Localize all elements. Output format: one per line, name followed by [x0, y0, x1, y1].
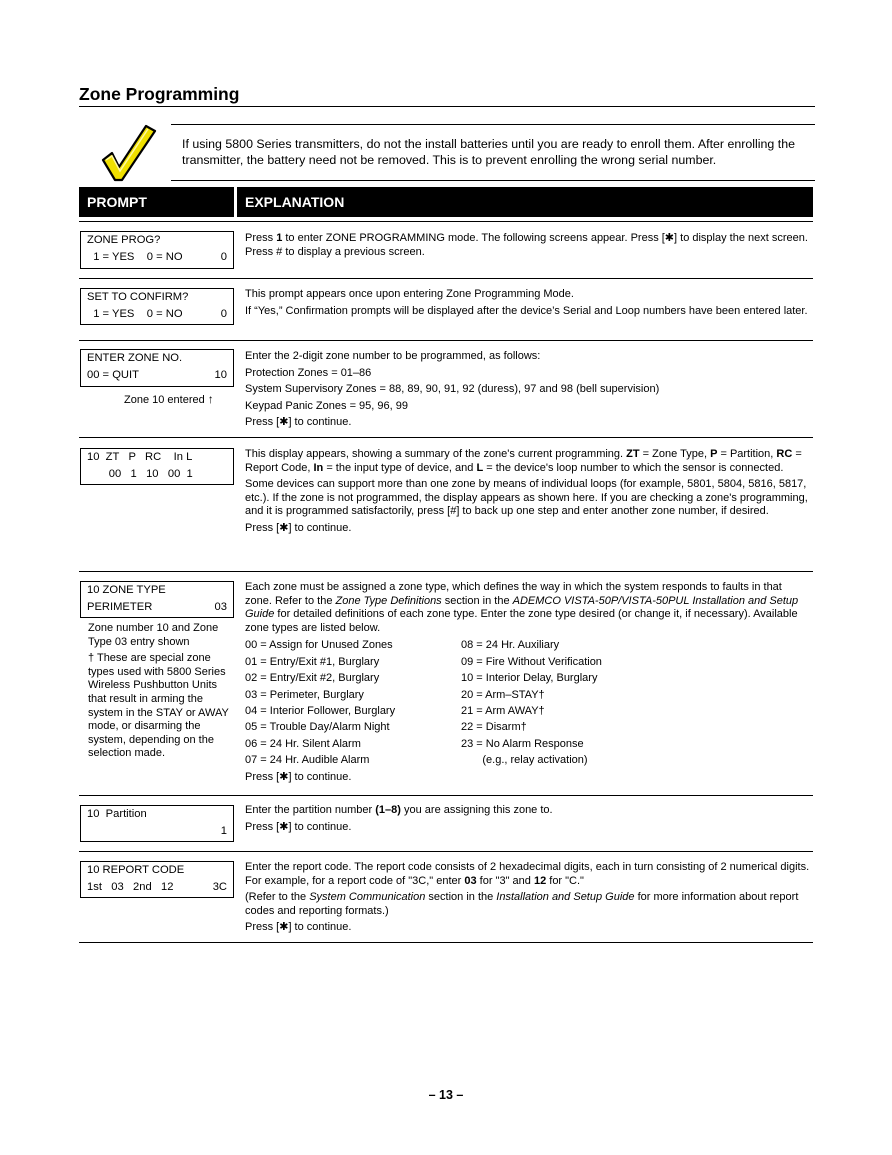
row-separator [79, 851, 813, 852]
list-item: (e.g., relay activation) [461, 754, 588, 767]
list-item: 07 = 24 Hr. Audible Alarm [245, 754, 370, 767]
explanation-report-code: Enter the report code. The report code consists of 2 hexadecimal digits, each in turn consisting of 2 numerical digits. For example, for a report code of "3C," enter 03 for "3" and 12 for "C." (Refer to the System Communication section in the Installation and Setup Guide for more information about report codes and reporting formats.) Press [✱] to continue. [245, 861, 810, 934]
zone-type-caption: Zone number 10 and Zone Type 03 entry shown [88, 622, 219, 648]
zone-entered-caption: Zone 10 entered ↑ [124, 392, 214, 406]
list-item: 03 = Perimeter, Burglary [245, 688, 364, 701]
lcd-line-1: 10 REPORT CODE [87, 864, 185, 876]
list-item: 22 = Disarm† [461, 721, 527, 734]
explanation-zone-prog: Press 1 to enter ZONE PROGRAMMING mode. The following screens appear. Press [✱] to display the next screen. Press # to display a previous screen. [245, 232, 808, 258]
list-item: 09 = Fire Without Verification [461, 655, 602, 668]
lcd-line-2: 1 = YES 0 = NO [87, 251, 183, 263]
prompt-header: PROMPT [79, 187, 234, 217]
checkmark-icon [100, 122, 160, 184]
list-item: 06 = 24 Hr. Silent Alarm [245, 737, 361, 750]
lcd-zone-summary [80, 448, 234, 485]
list-item: 02 = Entry/Exit #2, Burglary [245, 672, 380, 685]
lcd-line-2: PERIMETER [87, 601, 153, 613]
lcd-line-1: 10 ZONE TYPE [87, 584, 166, 596]
lcd-enter-zone-no [80, 349, 234, 387]
lcd-value: 0 [220, 308, 227, 320]
explanation-header: EXPLANATION [237, 187, 813, 217]
list-item: 00 = Assign for Unused Zones [245, 639, 393, 652]
lcd-value: 3C [212, 881, 227, 893]
lcd-zone-type [80, 581, 234, 618]
note-top-rule [171, 124, 815, 125]
row-separator [79, 278, 813, 279]
zone-type-list [245, 637, 811, 768]
lcd-report-code [80, 861, 234, 898]
lcd-zone-prog [80, 231, 234, 269]
lcd-line-2: 1st 03 2nd 12 [87, 881, 174, 893]
special-zone-footnote: † These are special zone types used with 5800 Series Wireless Pushbutton Units that result in arming the system in the STAY or AWAY mode, or disarming the system, depending on the selection made. [88, 652, 229, 760]
list-item: 23 = No Alarm Response [461, 737, 584, 750]
lcd-set-to-confirm [80, 288, 234, 325]
lcd-line-1: ZONE PROG? [87, 234, 161, 246]
list-item: 10 = Interior Delay, Burglary [461, 672, 598, 685]
list-item: 04 = Interior Follower, Burglary [245, 704, 396, 717]
lcd-line-1: ENTER ZONE NO. [87, 352, 183, 364]
list-item: 05 = Trouble Day/Alarm Night [245, 721, 390, 734]
row-separator [79, 942, 813, 943]
row-separator [79, 437, 813, 438]
note-text: If using 5800 Series transmitters, do not the install batteries until you are ready to enroll them. After enrolling the transmitter, the battery need not be removed. This is to prevent enrolling the wrong serial number. [182, 137, 795, 167]
lcd-line-1: SET TO CONFIRM? [87, 291, 189, 303]
explanation-enter-zone-no: Enter the 2-digit zone number to be programmed, as follows: Protection Zones = 01–86 System Supervisory Zones = 88, 89, 90, 91, 92 (duress), 97 and 98 (bell supervision) Keypad Panic Zones = 95, 96, 99 Press [✱] to continue. [245, 350, 660, 429]
lcd-line-2: 00 = QUIT [87, 369, 139, 381]
row-separator [79, 571, 813, 572]
lcd-line-2: 00 1 10 00 1 [87, 468, 193, 480]
explanation-set-to-confirm: This prompt appears once upon entering Zone Programming Mode. If “Yes,” Confirmation prompts will be displayed after the device’s Serial and Loop numbers have been entered later. [245, 288, 808, 317]
explanation-zone-type: Each zone must be assigned a zone type, which defines the way in which the system responds to faults in that zone. Refer to the Zone Type Definitions section in the ADEMCO VISTA-50P/VISTA-50PUL Installation and Setup Guide for detailed definitions of each zone type. Enter the zone type desired (or change it, if necessary). Available zone types are listed below. 00 = Assign for Unused Zones 01 = Entry/Exit #1, Burglary 02 = Entry/Exit #2, Burglary 03 = Perimeter, Burglary 04 = Interior Follower, Burglary 05 = Trouble Day/Alarm Night 06 = 24 Hr. Silent Alarm 07 = 24 Hr. Audible Alarm 08 = 24 Hr. Auxiliary 09 = Fire Without Verification 10 = Interior Delay, Burglary 20 = Arm–STAY† 21 = Arm AWAY† 22 = Disarm† 23 = No Alarm Response (e.g., relay activation) Press [✱] to continue. [245, 581, 811, 784]
list-item: 01 = Entry/Exit #1, Burglary [245, 655, 380, 668]
row-separator [79, 221, 813, 222]
lcd-value: 03 [214, 601, 227, 613]
lcd-line-1: 10 Partition [87, 808, 147, 820]
list-item: 08 = 24 Hr. Auxiliary [461, 639, 560, 652]
explanation-zone-summary: This display appears, showing a summary of the zone's current programming. ZT = Zone Type, P = Partition, RC = Report Code, In = the input type of device, and L = the device's loop number to which the sensor is connected. Some devices can support more than one zone by means of individual loops (for example, 5801, 5804, 5816, 5817, etc.). If the zone is not programmed, the display appears as shown here. If you are checking a zone's programming, and it is programmed satisfactorily, press [#] to back up one step and enter another zone number, if desired. Press [✱] to continue. [245, 448, 808, 534]
page-title: Zone Programming [79, 84, 240, 104]
lcd-partition [80, 805, 234, 842]
arrow-up-icon: ↑ [207, 392, 214, 406]
row-separator [79, 340, 813, 341]
list-item: 20 = Arm–STAY† [461, 688, 545, 701]
lcd-value: 1 [220, 825, 227, 837]
lcd-value: 10 [214, 369, 227, 381]
explanation-partition: Enter the partition number (1–8) you are assigning this zone to. Press [✱] to continue. [245, 804, 553, 833]
row-separator [79, 795, 813, 796]
lcd-value: 0 [220, 251, 227, 263]
page-number: – 13 – [428, 1088, 464, 1102]
title-rule [79, 106, 815, 107]
lcd-line-2: 1 = YES 0 = NO [87, 308, 183, 320]
zone-type-side-notes [88, 622, 236, 761]
note-bottom-rule [171, 180, 815, 181]
list-item: 21 = Arm AWAY† [461, 704, 545, 717]
lcd-line-1: 10 ZT P RC In L [87, 451, 193, 463]
